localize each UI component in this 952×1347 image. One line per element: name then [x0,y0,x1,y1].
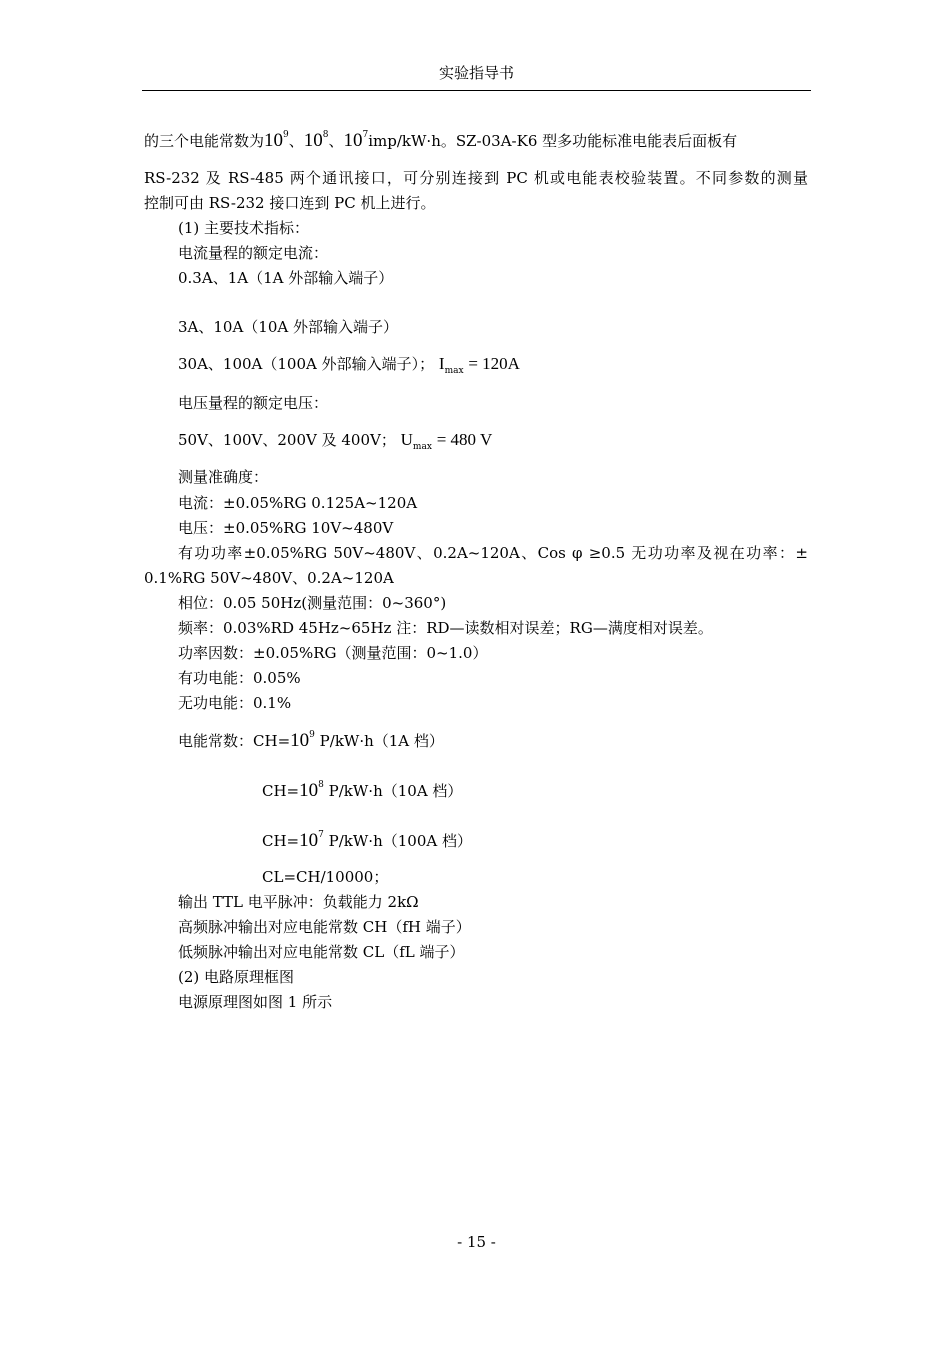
current-range-3 [178,353,520,375]
paragraph-line-3: 控制可由 RS-232 接口连到 PC 机上进行。 [144,194,436,212]
text: CH= [262,832,300,850]
constant-1a [178,730,444,752]
exponent: 8 [318,780,324,790]
accuracy-power-line-2: 0.1%RG 50V~480V、0.2A~120A [144,569,394,587]
exponent: 7 [362,130,369,140]
accuracy-frequency: 频率：0.03%RD 45Hz~65Hz 注：RD—读数相对误差；RG—满度相对误差。 [178,619,713,637]
output-high: 高频脉冲输出对应电能常数 CH（fH 端子） [178,918,471,936]
current-range-1: 0.3A、1A（1A 外部输入端子） [178,269,394,287]
umax-subscript: max [412,442,432,452]
header-rule [142,90,811,91]
exponent: 9 [309,730,315,740]
text: P/kW·h（1A 档） [319,732,444,750]
accuracy-power-line-1: 有功功率±0.05%RG 50V~480V、0.2A~120A、Cos φ ≥0.5 无功功率及视在功率：± [178,544,808,562]
separator: 、 [328,132,344,150]
accuracy-voltage: 电压：±0.05%RG 10V~480V [178,519,394,537]
exponent: 7 [318,830,324,840]
text: imp/kW·h。SZ-03A-K6 型多功能标准电能表后面板有 [368,132,738,150]
exponent: 9 [283,130,289,140]
text: 50V、100V、200V 及 400V； [178,431,396,449]
text: P/kW·h（10A 档） [328,782,463,800]
imax-value: = 120A [468,354,520,373]
section-heading: (1) 主要技术指标： [178,219,310,237]
section-text: 电源原理图如图 1 所示 [178,993,333,1011]
text: 的三个电能常数为 [144,132,265,150]
page-header: 实验指导书 [438,64,514,82]
separator: 、 [288,132,304,150]
text: P/kW·h（100A 档） [328,832,472,850]
paragraph-line-2: RS-232 及 RS-485 两个通讯接口，可分别连接到 PC 机或电能表校验装置。不同参数的测量 [144,169,808,187]
text: 30A、100A（100A 外部输入端子）； [178,355,435,373]
current-range-2: 3A、10A（10A 外部输入端子） [178,318,398,336]
accuracy-current: 电流：±0.05%RG 0.125A~120A [178,494,418,512]
accuracy-active-energy: 有功电能：0.05% [178,669,301,687]
voltage-heading: 电压量程的额定电压： [178,394,329,412]
section-heading: (2) 电路原理框图 [178,968,295,986]
exponent: 8 [322,130,329,140]
paragraph-line-1 [144,130,737,152]
text: CH= [262,782,300,800]
text: CH= [253,732,291,750]
output-low: 低频脉冲输出对应电能常数 CL（fL 端子） [178,943,465,961]
accuracy-phase: 相位：0.05 50Hz(测量范围：0~360°) [178,594,447,612]
constant-cl: CL=CH/10000； [262,868,389,886]
imax-symbol: I [438,354,445,373]
power-of-ten: 10 [264,130,284,151]
power-of-ten: 10 [299,830,319,851]
constant-100a [262,830,472,852]
accuracy-heading: 测量准确度： [178,468,269,486]
constant-10a [262,780,462,802]
power-of-ten: 10 [303,130,323,151]
output-ttl: 输出 TTL 电平脉冲：负载能力 2kΩ [178,893,419,911]
voltage-range [178,429,492,451]
accuracy-reactive-energy: 无功电能：0.1% [178,694,292,712]
current-heading: 电流量程的额定电流： [178,244,329,262]
imax-subscript: max [444,366,464,376]
umax-symbol: U [400,430,413,449]
power-of-ten: 10 [290,730,310,751]
power-of-ten: 10 [343,130,363,151]
power-of-ten: 10 [299,780,319,801]
accuracy-power-factor: 功率因数：±0.05%RG（测量范围：0~1.0） [178,644,488,662]
text: 电能常数： [178,732,254,750]
page-number: - 15 - [457,1233,496,1251]
umax-value: = 480 V [436,430,493,449]
